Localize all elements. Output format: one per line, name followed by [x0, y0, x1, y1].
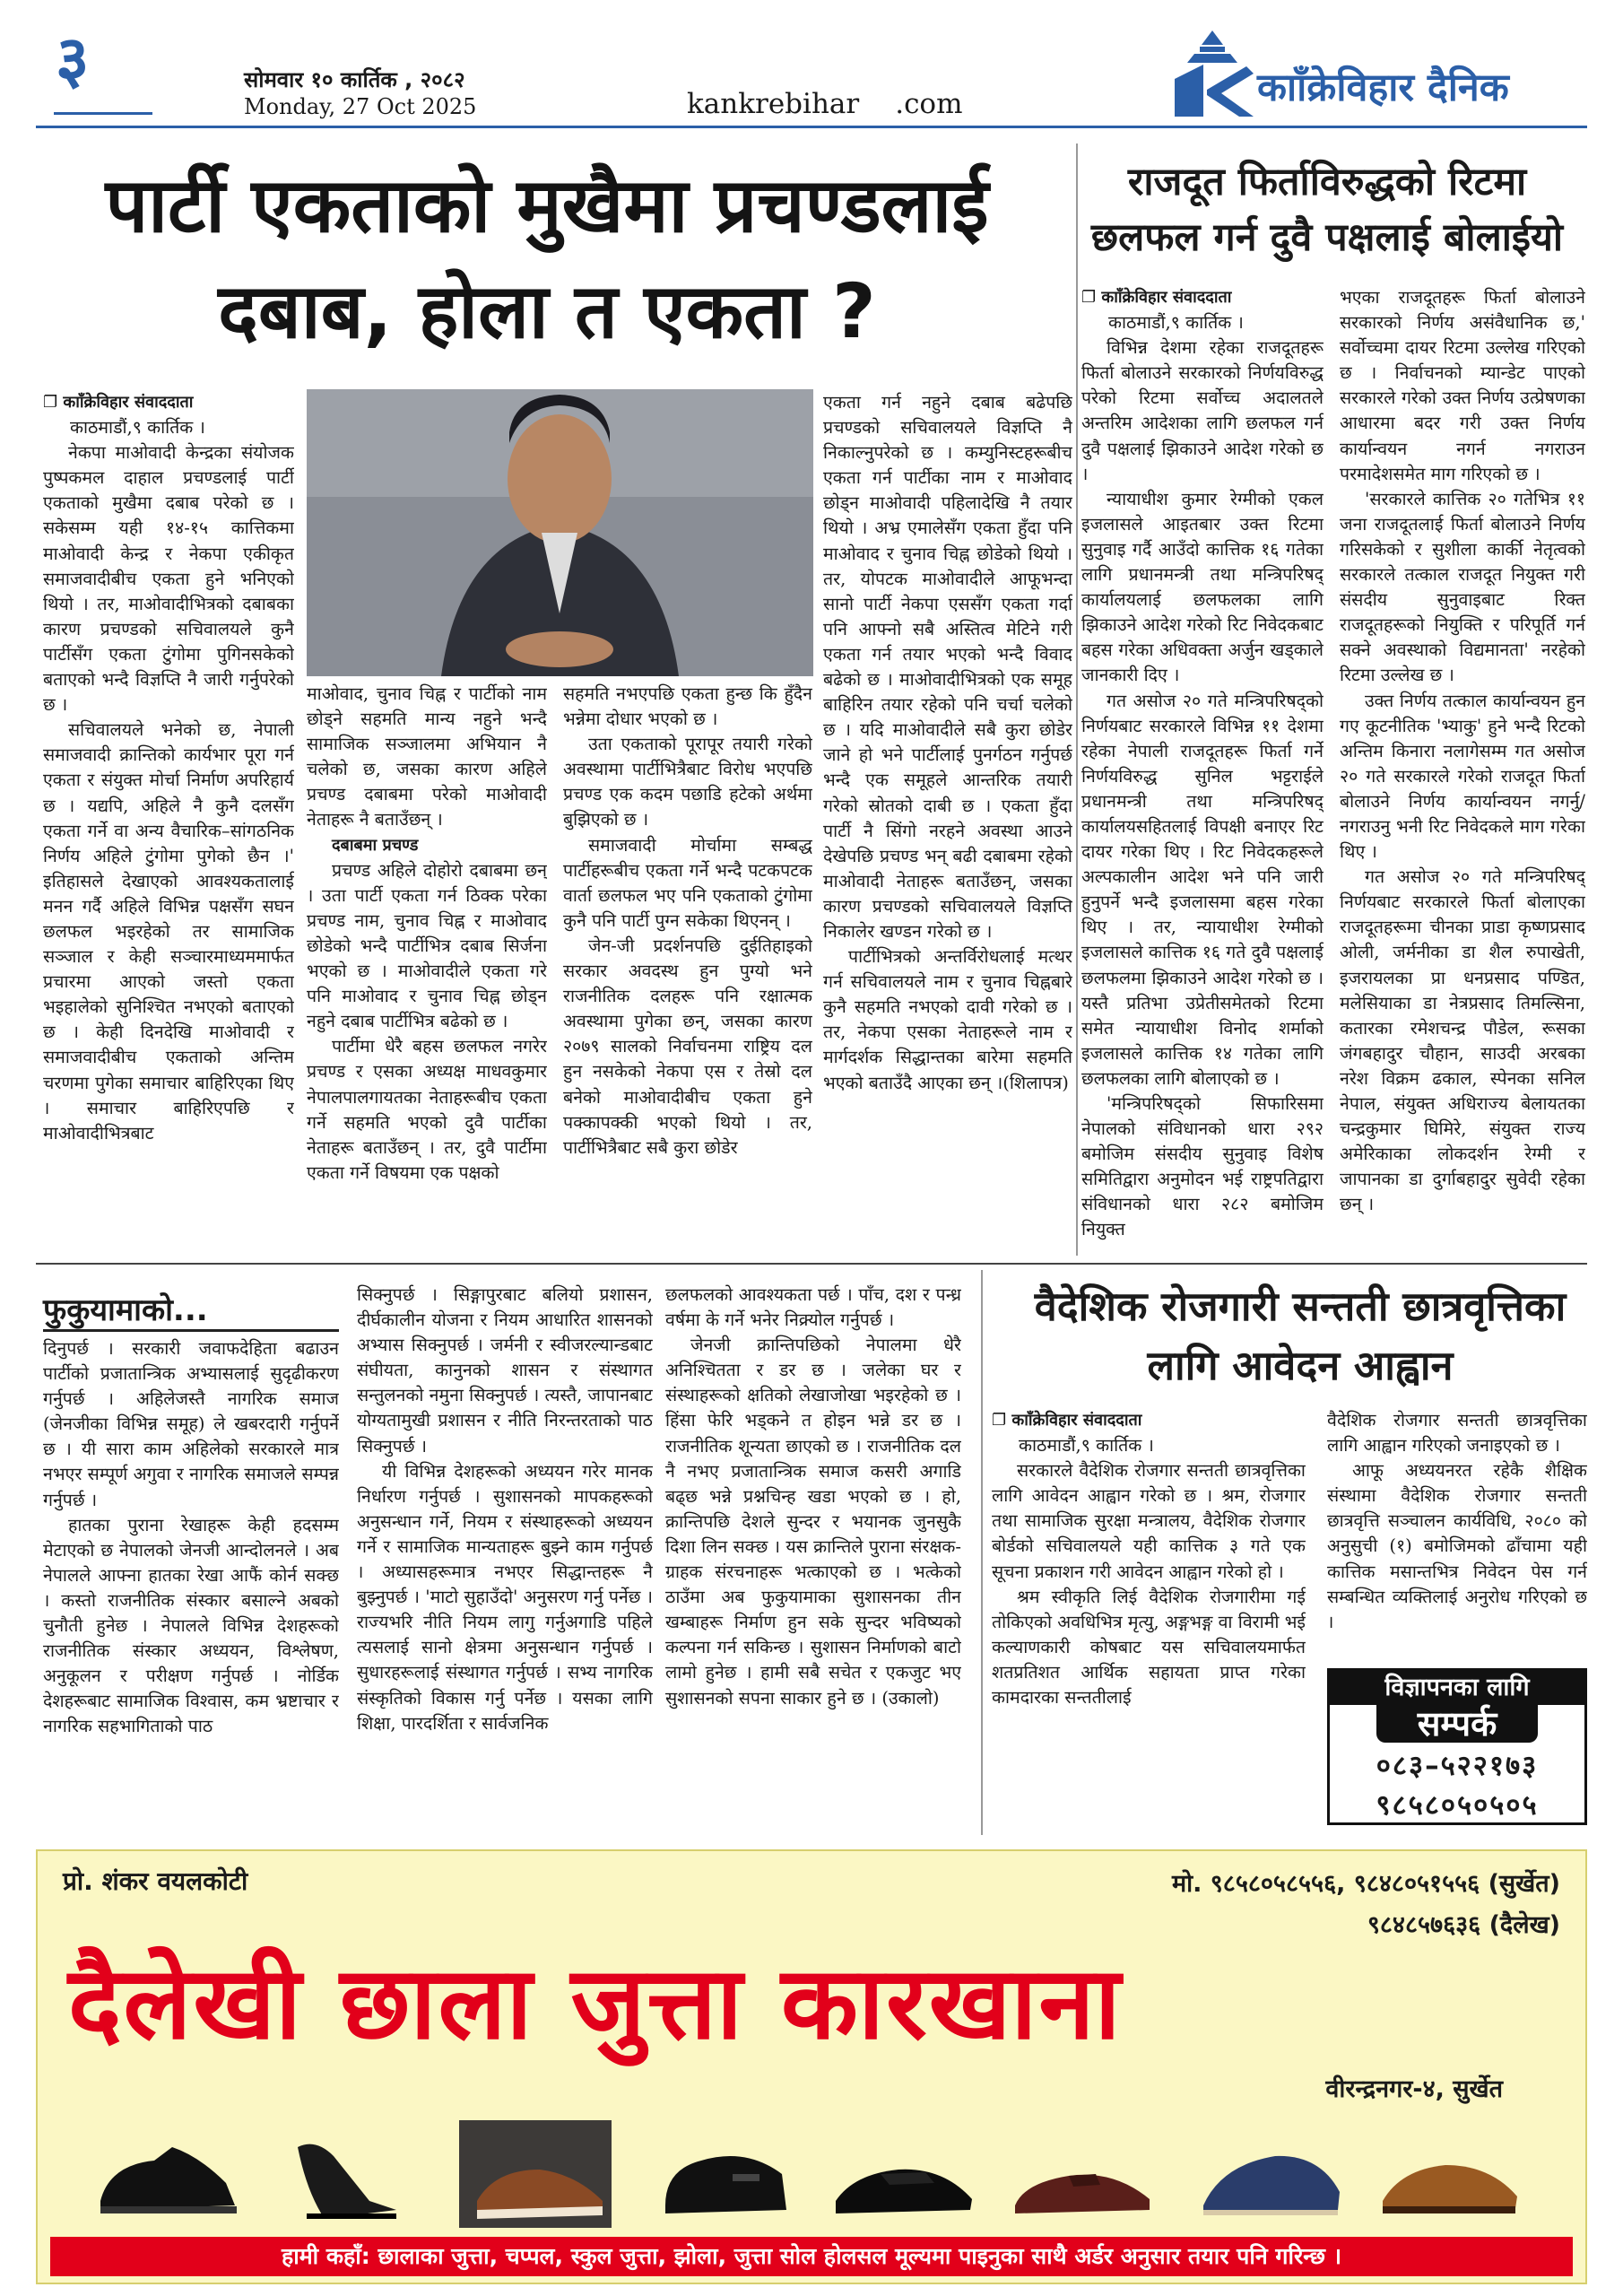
fukuyama-col2-para1: सिक्नुपर्छ । सिङ्गापुरबाट बलियो प्रशासन, दीर्घकालीन योजना र नियम आधारित शासनको अभ्यास सिक्नुपर्छ । जर्मनी र स्वीजरल्यान्डबाट संघीयता, कानुनको शासन र संस्थागत सन्तुलनको नमुना सिक्नुपर्छ । त्यस्तै, जापानबाट योग्यतामुखी प्रशासन र नीति निरन्तरताको पाठ सिक्नुपर्छ ।	[357, 1284, 653, 1457]
site-name: kankrebihar	[687, 88, 860, 120]
advertise-contact-box[interactable]	[1327, 1668, 1587, 1825]
scholarship-col2-para1: वैदेशिक रोजगार सन्तती छात्रवृत्तिका लागि आह्वान गरिएको जनाइएको छ ।	[1327, 1410, 1587, 1457]
main-headline[interactable]: पार्टी एकताको मुखैमा प्रचण्डलाई दबाब, होला त एकता ?	[105, 161, 989, 355]
portrait-image	[307, 389, 813, 676]
main-col3-para4: जेन-जी प्रदर्शनपछि दुईतिहाइको सरकार अवदस्थ हुन पुग्यो भने राजनीतिक दलहरू पनि रक्षात्मक अवस्थामा पुगेका छन्, जसका कारण २०७९ सालको निर्वाचनमा राष्ट्रिय दल हुन नसकेको नेकपा एस र तेस्रो दल बनेको माओवादीबीच एकता हुने पक्कापक्की भएको थियो । तर, पार्टीभित्रैबाट सबै कुरा छोडेर	[563, 935, 812, 1158]
shoe-image-1	[91, 2120, 244, 2228]
date-nepali: सोमवार १० कार्तिक , २०८२	[244, 67, 465, 92]
fukuyama-column-1	[43, 1336, 339, 1830]
advertise-phone-2: ९८५८०५०५०५	[1376, 1789, 1539, 1822]
side-dateline: काठमाडौं,९ कार्तिक ।	[1108, 312, 1244, 334]
advertise-phone-1: ०८३–५२२१७३	[1376, 1750, 1539, 1782]
main-col1-para2: सचिवालयले भनेको छ, नेपाली समाजवादी क्रान्तिको कार्यभार पूरा गर्न एकता र संयुक्त मोर्चा निर्माण अपरिहार्य छ । यद्यपि, अहिले नै कुनै दलसँग एकता गर्ने वा अन्य वैचारिक–सांगठनिक निर्णय अहिले टुंगोमा पुगेको छैन ।' इतिहासले देखाएको आवश्यकतालाई मनन गर्दै अहिले विभिन्न पक्षसँग सघन छलफल भइरहेको तर सामाजिक सञ्जाल र केही सञ्चारमाध्यममार्फत प्रचारमा आएको जस्तो एकता भइहालेको सुनिश्चित नभएको बताएको छ । केही दिनदेखि माओवादी र समाजवादीबीच एकताको अन्तिम चरणमा पुगेका समाचार बाहिरिएका थिए । समाचार बाहिरिएपछि र माओवादीभित्रबाट	[43, 719, 294, 1144]
fukuyama-headline[interactable]: फुकुयामाको...	[43, 1292, 208, 1328]
side-col1-para1: विभिन्न देशमा रहेका राजदूतहरू फिर्ता बोलाउने सरकारको निर्णयविरुद्ध परेको रिटमा सर्वोच्च अदालतले अन्तरिम आदेशका लागि छलफल गर्न दुवै पक्षलाई झिकाउने आदेश गरेको छ ।	[1081, 337, 1324, 484]
main-column-2	[307, 682, 547, 1256]
ad-address: वीरन्द्रनगर-४, सुर्खेत	[1325, 2075, 1503, 2103]
main-col3-para2: उता एकताको पूरापूर तयारी गरेको अवस्थामा पार्टीभित्रैबाट विरोध भएपछि प्रचण्ड एक कदम पछाडि हटेको अर्थमा बुझिएको छ ।	[563, 734, 812, 831]
fukuyama-column-2	[357, 1283, 653, 1830]
header-rule	[36, 126, 1587, 128]
side-column-2	[1340, 285, 1585, 1254]
scholarship-column-1	[992, 1408, 1306, 1834]
ad-proprietor: प्रो. शंकर वयलकोटी	[63, 1866, 248, 1896]
ad-phones	[1172, 1864, 1560, 1946]
side-byline: ❐ कााँक्रेविहार संवाददाता	[1081, 288, 1232, 307]
ad-phone-1: मो. ९८५८०५८५५६, ९८४८०५१५५६ (सुर्खेत)	[1171, 1870, 1560, 1898]
shoe-image-8	[1374, 2120, 1526, 2228]
section-rule	[36, 1263, 1587, 1265]
issue-date	[244, 66, 476, 120]
main-col2-para2: प्रचण्ड अहिले दोहोरो दबाबमा छन् । उता पार्टी एकता गर्न ठिक्क परेका प्रचण्ड नाम, चुनाव चिह्न र माओवाद छोडेको भन्दै पार्टीभित्र दबाब सिर्जना भएको छ । माओवादीले एकता गरे पनि माओवाद र चुनाव चिह्न छोड्न नहुने दबाब पार्टीभित्र बढेको छ ।	[307, 859, 547, 1032]
ad-phone-2: ९८४८५७६३६ (दैलेख)	[1367, 1911, 1560, 1939]
side-col2-para4: गत असोज २० गते मन्त्रिपरिषद् निर्णयबाट सरकारले फिर्ता बोलाएका राजदूतहरूमा चीनका प्राडा कृष्णप्रसाद ओली, जर्मनीका डा शैल रुपाखेती, इजरायलका प्रा धनप्रसाद पण्डित, मलेसियाका डा नेत्रप्रसाद तिमल्सिना, कतारका रमेशचन्द्र पौडेल, रूसका जंगबहादुर चौहान, साउदी अरबका नरेश विक्रम ढकाल, स्पेनका सनिल नेपाल, संयुक्त अधिराज्य बेलायतका चन्द्रकुमार घिमिरे, संयुक्त राज्य अमेरिकाका लोकदर्शन रेग्मी र जापानका डा दुर्गाबहादुर सुवेदी रहेका छन् ।	[1340, 866, 1585, 1215]
scholarship-column-2	[1327, 1408, 1587, 1659]
shoe-image-4	[647, 2120, 800, 2228]
side-col1-para3: गत असोज २० गते मन्त्रिपरिषद्को निर्णयबाट सरकारले विभिन्न ११ देशमा रहेका नेपाली राजदूतहरू फिर्ता गर्ने निर्णयविरुद्ध सुनिल भट्टराईले प्रधानमन्त्री तथा मन्त्रिपरिषद् कार्यालयसहितलाई विपक्षी बनाएर रिट दायर गरेका थिए । रिट निवेदकहरूले अल्पकालीन आदेश भने पनि जारी हुनुपर्ने भन्दै इजलासमा बहस गरेका थिए । तर, न्यायाधीश रेग्मीको इजलासले कात्तिक १६ गते दुवै पक्षलाई छलफलमा झिकाउने आदेश गरेको छ । यस्तै प्रतिभा उप्रेतीसमेतको रिटमा समेत न्यायाधीश विनोद शर्माको इजलासले कात्तिक १४ गतेका लागि छलफलका लागि बोलाएको छ ।	[1081, 690, 1324, 1089]
ad-footer-banner: हामी कहाँ: छालाका जुत्ता, चप्पल, स्कुल जुत्ता, झोला, जुत्ता सोल होलसल मूल्यमा पाइनुका साथै अर्डर अनुसार तयार पनि गरिन्छ ।	[50, 2237, 1573, 2276]
scholarship-col1-para1: सरकारले वैदेशिक रोजगार सन्तती छात्रवृत्तिका लागि आवेदन आह्वान गरेको छ । श्रम, रोजगार तथा सामाजिक सुरक्षा मन्त्रालय, वैदेशिक रोजगार बोर्डको सचिवालयले यही कात्तिक ३ गते एक सूचना प्रकाशन गरी आवेदन आह्वान गरेको हो ।	[992, 1460, 1306, 1582]
main-subhead: दबाबमा प्रचण्ड	[332, 835, 419, 855]
side-col2-para2: 'सरकारले कात्तिक २० गतेभित्र ११ जना राजदूतलाई फिर्ता बोलाउने निर्णय गरिसकेको र सुशीला कार्की नेतृत्वको सरकारले तत्काल राजदूत नियुक्त गरी संसदीय सुनुवाइबाट रिक्त राजदूतहरूको नियुक्ति र परिपूर्ति गर्न सक्ने अवस्थाको विद्यमानता' नरहेको रिटमा उल्लेख छ ।	[1340, 488, 1585, 686]
fukuyama-column-3	[665, 1283, 961, 1830]
side-col1-para4: 'मन्त्रिपरिषद्को सिफारिसमा नेपालको संविधानको धारा २९२ बमोजिम संसदीय सुनुवाइ विशेष समितिद्वारा अनुमोदन भई राष्ट्रपतिद्वारा संविधानको धारा २८२ बमोजिम नियुक्त	[1081, 1093, 1324, 1240]
fukuyama-col3-para1: छलफलको आवश्यकता पर्छ । पाँच, दश र पन्ध्र वर्षमा के गर्ने भनेर निक्र्योल गर्नुपर्छ ।	[665, 1284, 961, 1331]
main-dateline: काठमाडौं,९ कार्तिक ।	[70, 417, 205, 439]
main-column-4	[823, 390, 1072, 1251]
logo-emblem-icon	[1167, 27, 1257, 124]
main-col4-para2: पार्टीभित्रको अन्तर्विरोधलाई मत्थर गर्न सचिवालयले नाम र चुनाव चिह्नबारे कुनै सहमति नभएको दावी गरेको छ । तर, नेकपा एसका नेताहरूले नाम र मार्गदर्शक सिद्धान्तका बारेमा सहमति भएको बताउँदै आएका छन् ।(शिलापत्र)	[823, 946, 1072, 1093]
main-col2-para3: पार्टीमा धेरै बहस छलफल नगरेर प्रचण्ड र एसका अध्यक्ष माधवकुमार नेपालपालगायतका नेताहरूबीच एकता गर्ने सहमति भएको दुवै पार्टीका नेताहरू बताउँछन् । तर, दुवै पार्टीमा एकता गर्ने विषयमा एक पक्षको	[307, 1036, 547, 1183]
main-column-1	[43, 390, 294, 1251]
newspaper-logo	[1167, 27, 1580, 124]
shoe-image-7	[1194, 2120, 1347, 2228]
main-col3-para1: सहमति नभएपछि एकता हुन्छ कि हुँदैन भन्नेमा दोधार भएको छ ।	[563, 683, 812, 730]
side-col2-para1: भएका राजदूतहरू फिर्ता बोलाउने सरकारको निर्णय असंवैधानिक छ,' सर्वोच्चमा दायर रिटमा उल्लेख गरिएको छ । निर्वाचनको म्यान्डेट पाएको सरकारले गरेको उक्त निर्णय उत्प्रेषणका आधारमा बदर गरी उक्त निर्णय कार्यान्वयन नगर्न नगराउन परमादेशसमेत माग गरिएको छ ।	[1340, 287, 1585, 484]
scholarship-headline[interactable]: वैदेशिक रोजगारी सन्तती छात्रवृत्तिका लागि आवेदन आह्वान	[1034, 1283, 1567, 1389]
shoe-image-3	[459, 2120, 612, 2228]
main-col4-para1: एकता गर्न नहुने दबाब बढेपछि प्रचण्डको सचिवालयले विज्ञप्ति नै निकाल्नुपरेको छ । कम्युनिस्टहरूबीच एकता गर्न पार्टीका नाम र माओवाद छोड्न माओवादी पहिलादेखि नै तयार थियो । अभ्र एमालेसँग एकता हुँदा पनि माओवाद र चुनाव चिह्न छोडेको थियो । तर, योपटक माओवादीले आफूभन्दा सानो पार्टी नेकपा एससँग एकता गर्दा पनि आफ्नो सबै अस्तित्व मेटिने गरी एकता गर्न तयार भएको भन्दै विवाद बढेको छ । माओवादीभित्रको एक समूह बाहिरिन तयार रहेको पनि चर्चा चलेको छ । यदि माओवादीले सबै कुरा छोडेर जाने हो भने पार्टीलाई पुनर्गठन गर्नुपर्छ भन्दै एक समूहले आन्तरिक तयारी गरेको स्रोतको दाबी छ । एकता हुँदा पार्टी नै सिंगो नरहने अवस्था आउने देखेपछि प्रचण्ड भन् बढी दबाबमा रहेको माओवादी नेताहरू बताउँछन्, जसका कारण प्रचण्डको सचिवालयले विज्ञप्ति निकालेर खण्डन गरेको छ ।	[823, 392, 1072, 942]
scholarship-col1-para2: श्रम स्वीकृति लिई वैदेशिक रोजगारीमा गई तोकिएको अवधिभित्र मृत्यु, अङ्गभङ्ग वा विरामी भई कल्याणकारी कोषबाट यस सचिवालयमार्फत शतप्रतिशत आर्थिक सहायता प्राप्त गरेका कामदारका सन्ततीलाई	[992, 1586, 1306, 1709]
fukuyama-rule	[43, 1329, 339, 1332]
site-tld: .com	[895, 88, 963, 120]
main-col1-para1: नेकपा माओवादी केन्द्रका संयोजक पुष्पकमल दाहाल प्रचण्डलाई पार्टी एकताको मुखैमा दबाब परेको छ । सकेसम्म यही १४-१५ कात्तिकमा माओवादी केन्द्र र नेकपा एकीकृत समाजवादीबीच एकता हुने भनिएको थियो । तर, माओवादीभित्रको दबाबका कारण प्रचण्डको सचिवालयले कुनै पार्टीसँग एकता टुंगोमा पुगिनसकेको बताएको भन्दै विज्ञप्ति नै जारी गर्नुपरेको छ ।	[43, 442, 294, 716]
scholarship-dateline: काठमाडौं,९ कार्तिक ।	[1019, 1435, 1154, 1457]
main-byline: ❐ कााँक्रेविहार संवाददाता	[43, 393, 194, 412]
page-number: ३	[56, 22, 90, 97]
shoe-image-5	[827, 2120, 979, 2228]
fukuyama-col1-para1: दिनुपर्छ । सरकारी जवाफदेहिता बढाउन पार्टीको प्रजातान्त्रिक अभ्यासलाई सुदृढीकरण गर्नुपर्छ । अहिलेजस्तै नागरिक समाज (जेनजीका विभिन्न समूह) ले खबरदारी गर्नुपर्ने छ । यी सारा काम अहिलेको सरकारले मात्र नभएर सम्पूर्ण अगुवा र नागरिक समाजले सम्पन्न गर्नुपर्छ ।	[43, 1338, 339, 1510]
advertise-subtitle: सम्पर्क	[1376, 1705, 1538, 1743]
side-column-1	[1081, 285, 1324, 1254]
shoe-image-2	[280, 2120, 432, 2228]
scholarship-col2-para2: आफू अध्ययनरत रहेकै शैक्षिक संस्थामा वैदेशिक रोजगार सन्तती छात्रवृत्ति सञ्चालन कार्यविधि, २०८० को अनुसुची (१) बमोजिमको ढाँचामा यही कात्तिक मसान्तभित्र निवेदन पेस गर्न सम्बन्धित व्यक्तिलाई अनुरोध गरिएको छ ।	[1327, 1460, 1587, 1632]
fukuyama-col1-para2: हातका पुराना रेखाहरू केही हदसम्म मेटाएको छ नेपालको जेनजी आन्दोलनले । अब नेपालले आफ्ना हातका रेखा आफैं कोर्न सक्छ । कस्तो राजनीतिक संस्कार बसाल्ने अबको चुनौती हुनेछ । नेपालले विभिन्न देशहरूको राजनीतिक संस्कार अध्ययन, विश्लेषण, अनुकूलन र परीक्षण गर्नुपर्छ । नोर्डिक देशहरूबाट सामाजिक विश्वास, कम भ्रष्टाचार र नागरिक सहभागिताको पाठ	[43, 1514, 339, 1737]
side-col1-para2: न्यायाधीश कुमार रेग्मीको एकल इजलासले आइतबार उक्त रिटमा सुनुवाइ गर्दै आउँदो कात्तिक १६ गतेका लागि प्रधानमन्त्री तथा मन्त्रिपरिषद् कार्यालयलाई छलफलका लागि झिकाउने आदेश गरेको रिट निवेदकबाट बहस गरेका अधिवक्ता अर्जुन खड्काले जानकारी दिए ।	[1081, 488, 1324, 686]
fukuyama-col2-para2: यी विभिन्न देशहरूको अध्ययन गरेर मानक निर्धारण गर्नुपर्छ । सुशासनको मापकहरूको अनुसन्धान गर्ने, नियम र संस्थाहरूको अध्ययन गर्ने र सामाजिक मान्यताहरू बुझ्ने काम गर्नुपर्छ । अध्यासहरूमात्र नभएर सिद्धान्तहरू नै बुझ्नुपर्छ । 'माटो सुहाउँदो' अनुसरण गर्नु पर्नेछ । राज्यभरि नीति नियम लागु गर्नुअगाडि पहिले त्यसलाई सानो क्षेत्रमा अनुसन्धान गर्नुपर्छ । सुधारहरूलाई संस्थागत गर्नुपर्छ । सभ्य नागरिक संस्कृतिको विकास गर्नु पर्नेछ । यसका लागि शिक्षा, पारदर्शिता र सार्वजनिक	[357, 1460, 653, 1734]
logo-text: कााँक्रेविहार दैनिक	[1257, 65, 1509, 110]
fukuyama-col3-para2: जेनजी क्रान्तिपछिको नेपालमा धेरै अनिश्चितता र डर छ । जलेका घर र संस्थाहरूको क्षतिको लेखाजोखा भइरहेको छ । हिंसा फेरि भड्कने त होइन भन्ने डर छ । राजनीतिक शून्यता छाएको छ । राजनीतिक दल नै नभए प्रजातान्त्रिक समाज कसरी अगाडि बढ्छ भन्ने प्रश्नचिन्ह खडा भएको छ । हो, क्रान्तिपछि देशले सुन्दर र भयानक जुनसुकै दिशा लिन सक्छ । यस क्रान्तिले पुराना संरक्षक-ग्राहक संरचनाहरू भत्काएको छ । भत्केको ठाउँमा अब फुकुयामाका सुशासनका तीन खम्बाहरू निर्माण हुन सके सुन्दर भविष्यको कल्पना गर्न सकिन्छ । सुशासन निर्माणको बाटो लामो हुनेछ । हामी सबै सचेत र एकजुट भए सुशासनको सपना साकार हुने छ । (उकालो)	[665, 1335, 961, 1709]
bottom-column-divider	[981, 1270, 983, 1835]
side-col2-para3: उक्त निर्णय तत्काल कार्यान्वयन हुन गए कूटनीतिक 'भ्याकु' हुने भन्दै रिटको अन्तिम किनारा नलागेसम्म गत असोज २० गते सरकारले गरेको राजदूत फिर्ता बोलाउने निर्णय कार्यान्वयन नगर्नु/नगराउनु भनी रिट निवेदकले माग गरेका थिए ।	[1340, 690, 1585, 863]
main-column-3	[563, 682, 812, 1256]
ad-business-name: दैलेखी छाला जुत्ता कारखाना	[68, 1945, 1123, 2062]
prachanda-photo	[307, 389, 813, 676]
main-col3-para3: समाजवादी मोर्चामा सम्बद्ध पार्टीहरूबीच एकता गर्ने भन्दै पटकपटक वार्ता छलफल भए पनि एकताको टुंगोमा कुनै पनि पार्टी पुग्न सकेका थिएनन् ।	[563, 834, 812, 931]
advertise-title: विज्ञापनका लागि	[1330, 1671, 1584, 1705]
date-english: Monday, 27 Oct 2025	[244, 94, 477, 119]
shoe-factory-ad[interactable]	[36, 1849, 1587, 2284]
side-headline[interactable]: राजदूत फिर्ताविरुद्धको रिटमा छलफल गर्न दुवै पक्षलाई बोलाईयो	[1090, 160, 1564, 260]
main-col2-para1: माओवाद, चुनाव चिह्न र पार्टीको नाम छोड्ने सहमति मान्य नहुने भन्दै सामाजिक सञ्जालमा अभियान नै चलेको छ, जसका कारण अहिले प्रचण्ड दबाबमा परेको माओवादी नेताहरू नै बताउँछन् ।	[307, 683, 547, 831]
site-url[interactable]	[687, 88, 963, 120]
column-divider	[1076, 144, 1078, 1256]
shoe-image-6	[1006, 2120, 1159, 2228]
scholarship-byline: ❐ कााँक्रेविहार संवाददाता	[992, 1411, 1142, 1430]
page-number-underline	[54, 106, 152, 115]
